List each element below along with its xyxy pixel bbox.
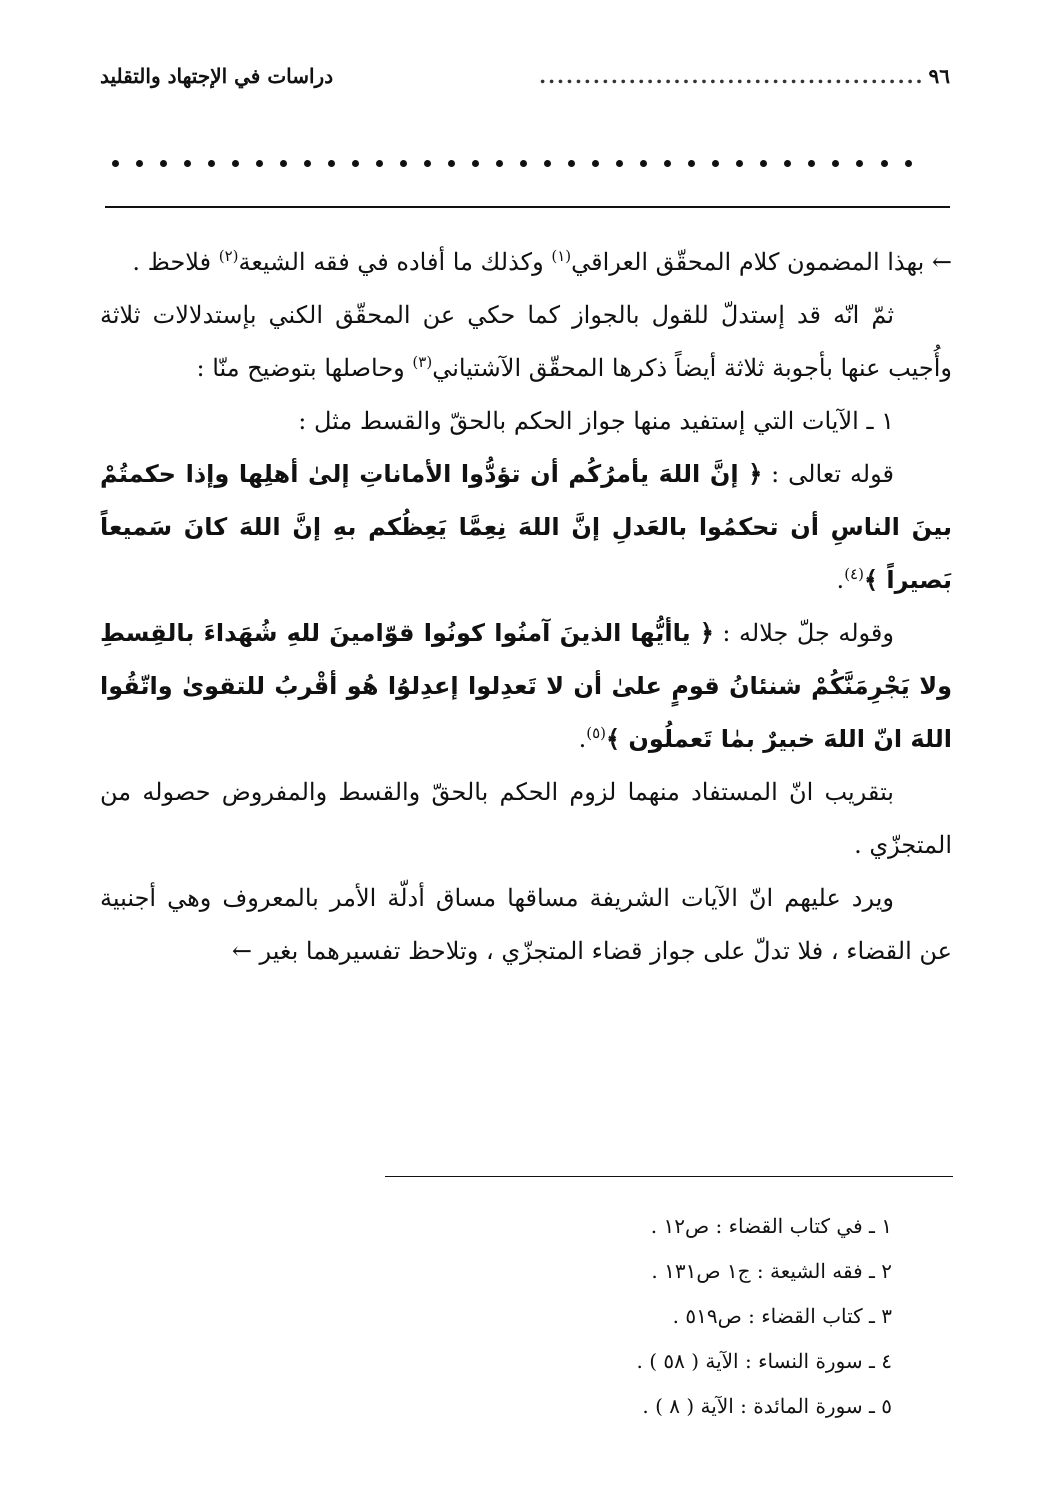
header-divider [105,206,950,208]
page-number: ٩٦ [928,64,950,88]
footnote-2: ٢ ـ فقه الشيعة : ج١ ص١٣١ . [651,1259,892,1283]
paragraph-verse-2: وقوله جلّ جلاله : ﴿ ياأيُّها الذينَ آمنُوا كونُوا قوّامينَ للهِ شُهَداءَ بالقِسطِ ولا يَجْرِمَنَّكُمْ شنئانُ قومٍ علىٰ أن لا تَعدِلوا إعدِلوُا هُو أقْربُ للتقوىٰ واتّقُوا اللهَ انّ اللهَ خبيرٌ بمٰا تَعملُون ﴾$^{(٥)}$. [100,619,952,753]
quranic-verse-2: ﴿ ياأيُّها الذينَ آمنُوا كونُوا قوّامينَ للهِ شُهَداءَ بالقِسطِ ولا يَجْرِمَنَّكُمْ شنئانُ قومٍ علىٰ أن لا تَعدِلوا إعدِلوُا هُو أقْربُ للتقوىٰ واتّقُوا اللهَ انّ اللهَ خبيرٌ بمٰا تَعملُون ﴾ [100,619,952,753]
footnote-1: ١ ـ في كتاب القضاء : ص١٢ . [650,1214,892,1238]
quranic-verse-1: ﴿ إنَّ اللهَ يأمرُكُم أن تؤدُّوا الأماناتِ إلىٰ أهلِها وإذا حكمتُمْ بينَ الناسِ أن تحكمُوا بالعَدلِ إنَّ اللهَ نِعِمَّا يَعِظُكم بهِ إنَّ اللهَ كانَ سَميعاً بَصيراً ﴾ [100,460,952,594]
paragraph-objection: ويرد عليهم انّ الآيات الشريفة مساقها مساق أدلّة الأمر بالمعروف وهي أجنبية عن القضاء ، فلا تدلّ على جواز قضاء المتجزّي ، وتلاحظ تفسيرهما بغير ← [100,884,952,965]
paragraph-point-1: ١ ـ الآيات التي إستفيد منها جواز الحكم بالحقّ والقسط مثل : [298,407,894,435]
decorative-dot-row [112,148,912,178]
paragraph-continuation: ← بهذا المضمون كلام المحقّق العراقي$^{(١)}$ وكذلك ما أفاده في فقه الشيعة$^{(٢)}$ فلاحظ . [132,247,952,276]
footnote-ref-4: (٤) [844,565,864,583]
header-leader-dots: ........................................... [539,64,925,88]
book-title: دراسات في الإجتهاد والتقليد [100,64,334,88]
footnote-divider [385,1176,953,1177]
footnote-4: ٤ ـ سورة النساء : الآية ( ٥٨ ) . [636,1349,892,1373]
paragraph-verse-1: قوله تعالى : ﴿ إنَّ اللهَ يأمرُكُم أن تؤدُّوا الأماناتِ إلىٰ أهلِها وإذا حكمتُمْ بينَ الناسِ أن تحكمُوا بالعَدلِ إنَّ اللهَ نِعِمَّا يَعِظُكم بهِ إنَّ اللهَ كانَ سَميعاً بَصيراً ﴾$^{(٤)}$. [100,460,952,594]
running-header [100,58,950,94]
main-text [100,236,952,978]
footnote-ref-5: (٥) [586,724,606,742]
footnote-ref-2: (٢) [218,247,239,265]
paragraph-explanation: بتقريب انّ المستفاد منهما لزوم الحكم بالحقّ والقسط والمفروض حصوله من المتجزّي . [100,778,952,859]
paragraph-arguments: ثمّ انّه قد إستدلّ للقول بالجواز كما حكي عن المحقّق الكني بإستدلالات ثلاثة وأُجيب عنها بأجوبة ثلاثة أيضاً ذكرها المحقّق الآشتياني$^{(٣)}$ وحاصلها بتوضيح منّا : [100,301,952,382]
footnote-ref-1: (١) [551,247,572,265]
footnote-3: ٣ ـ كتاب القضاء : ص٥١٩ . [672,1304,892,1328]
footnote-5: ٥ ـ سورة المائدة : الآية ( ٨ ) . [642,1394,892,1418]
footnotes [100,1204,892,1429]
footnote-ref-3: (٣) [412,353,433,371]
